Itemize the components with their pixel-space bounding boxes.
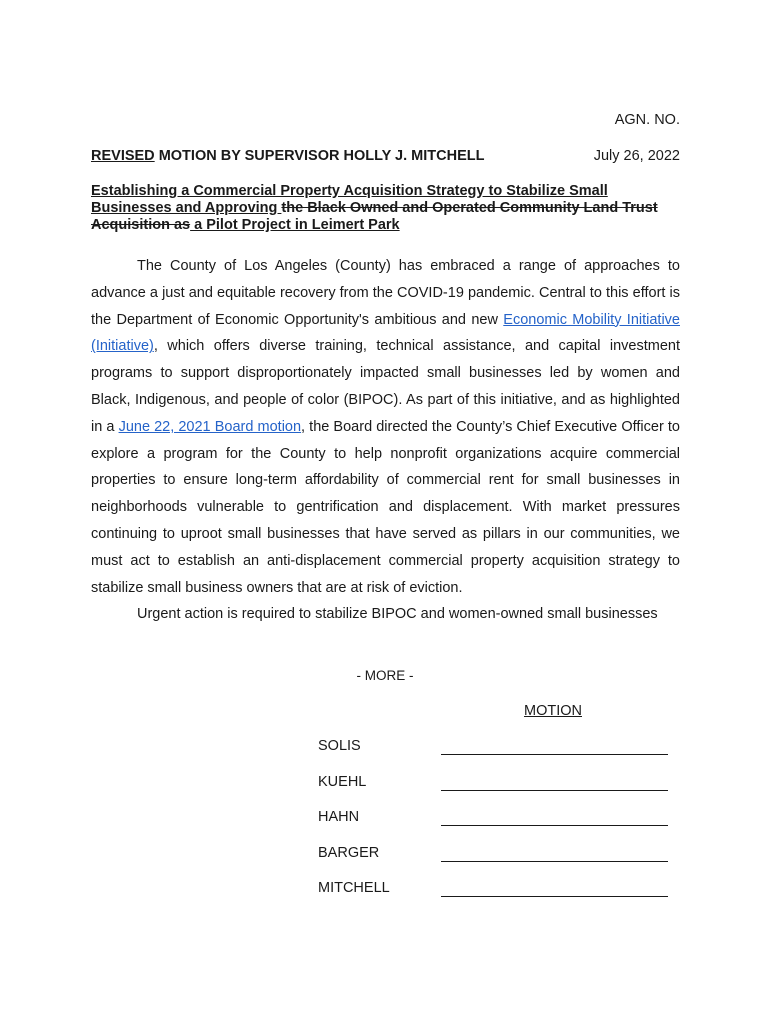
body-paragraph-2: Urgent action is required to stabilize BIPOC and women-owned small businesses	[137, 606, 658, 623]
signature-line	[441, 790, 668, 791]
vote-row	[318, 880, 678, 916]
motion-vote-heading: MOTION	[524, 703, 582, 719]
subject-text-1: Establishing a Commercial Property Acquisition Strategy to Stabilize Small Businesses and Approving	[91, 183, 608, 216]
signature-line	[441, 896, 668, 897]
supervisor-name: KUEHL	[318, 773, 367, 790]
motion-body	[91, 253, 680, 628]
signature-line	[441, 825, 668, 826]
motion-title	[91, 148, 484, 164]
subject-strikethrough: the Black Owned and Operated Community Land Trust Acquisition as	[91, 200, 658, 233]
motion-header	[91, 148, 680, 168]
supervisor-name: SOLIS	[318, 738, 361, 754]
subject-text-2: a Pilot Project in Leimert Park	[190, 217, 400, 233]
body-text-1c: , the Board directed the County’s Chief Executive Officer to explore a program for the County to help nonprofit organizations acquire commercial properties to ensure long-term affordability of commercial rent for small businesses in neighborhoods vulnerable to gentrification and displacement. With market pressures continuing to uproot small businesses that have served as pillars in our communities, we must act to establish an anti-displacement commercial property acquisition strategy to stabilize small business owners that are at risk of eviction.	[91, 418, 680, 596]
vote-row	[318, 774, 678, 810]
vote-row	[318, 845, 678, 881]
body-paragraph-1	[91, 253, 680, 601]
motion-subject	[91, 183, 680, 234]
more-indicator: - MORE -	[356, 668, 414, 683]
vote-table	[318, 738, 678, 916]
motion-title-text: MOTION BY SUPERVISOR HOLLY J. MITCHELL	[154, 148, 485, 164]
economic-mobility-initiative-link[interactable]: Economic Mobility Initiative (Initiative)	[91, 311, 680, 355]
body-text-1a: The County of Los Angeles (County) has embraced a range of approaches to advance a just and equitable recovery from the COVID-19 pandemic. Central to this effort is the Department of Economic Opportunity's ambitious and new	[91, 258, 680, 328]
revised-label: REVISED	[91, 148, 155, 164]
supervisor-name: HAHN	[318, 809, 360, 825]
supervisor-name: BARGER	[318, 844, 380, 861]
signature-line	[441, 861, 668, 862]
vote-row	[318, 809, 678, 845]
body-text-1b: , which offers diverse training, technical assistance, and capital investment programs to support disproportionately impacted small businesses led by women and Black, Indigenous, and people of color (BIPOC). As part of this initiative, and as highlighted in a	[91, 338, 680, 435]
signature-line	[441, 754, 668, 755]
supervisor-name: MITCHELL	[318, 880, 390, 896]
vote-row	[318, 738, 678, 774]
board-motion-link[interactable]: June 22, 2021 Board motion	[118, 418, 302, 435]
motion-date: July 26, 2022	[593, 148, 680, 164]
agenda-number-label: AGN. NO.	[614, 112, 680, 128]
